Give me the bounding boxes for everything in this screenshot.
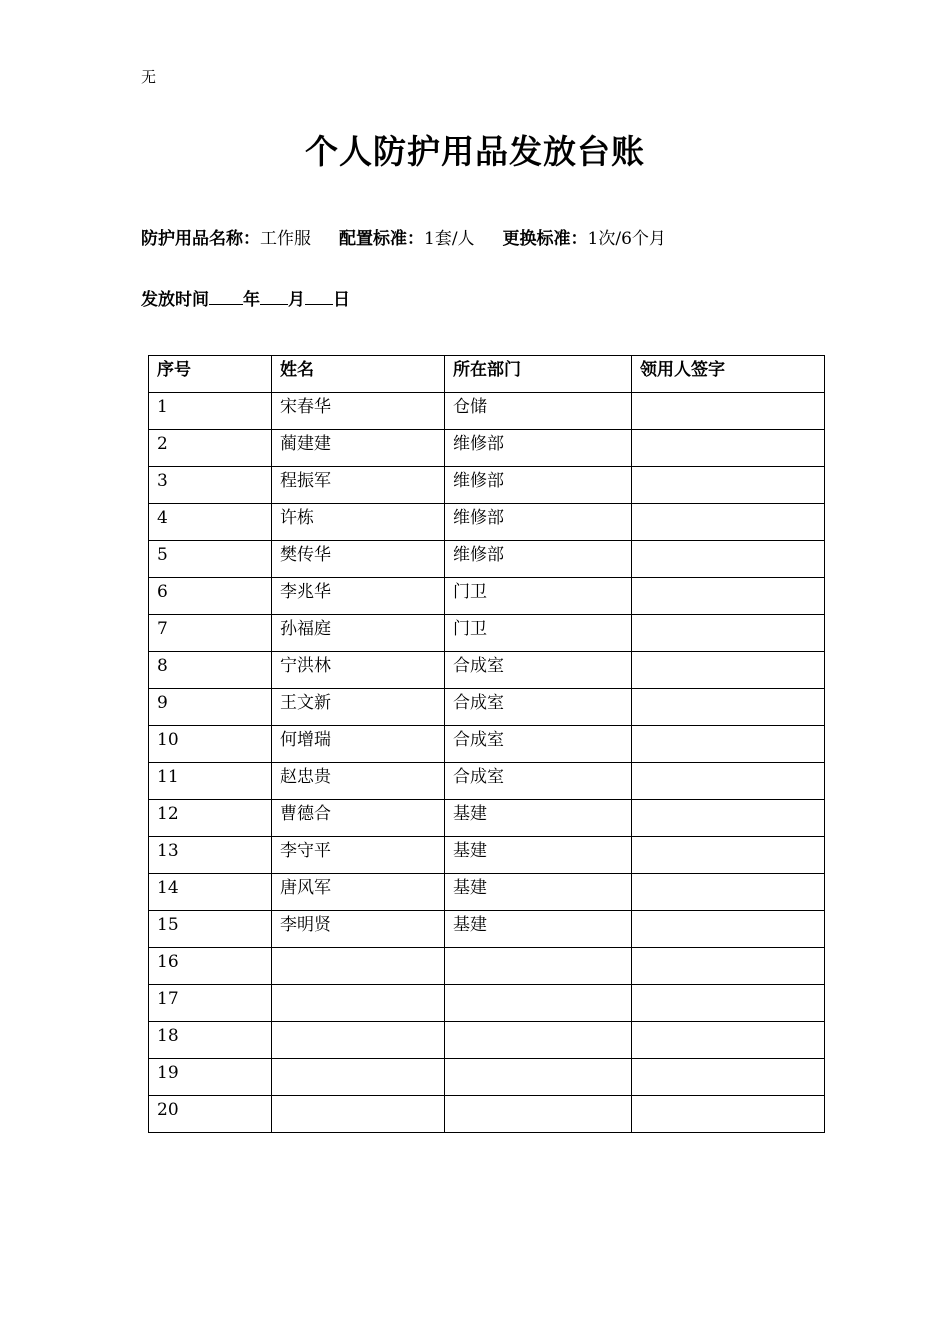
cell-name: 曹德合 xyxy=(272,800,445,837)
cell-department xyxy=(445,985,632,1022)
cell-department: 合成室 xyxy=(445,652,632,689)
cell-signature[interactable] xyxy=(632,1059,825,1096)
cell-signature[interactable] xyxy=(632,985,825,1022)
cell-index: 8 xyxy=(149,652,272,689)
replace-label: 更换标准： xyxy=(502,229,588,249)
cell-index: 19 xyxy=(149,1059,272,1096)
cell-signature[interactable] xyxy=(632,837,825,874)
cell-index: 17 xyxy=(149,985,272,1022)
cell-name: 李守平 xyxy=(272,837,445,874)
cell-signature[interactable] xyxy=(632,430,825,467)
day-label: 日 xyxy=(333,290,350,310)
cell-index: 6 xyxy=(149,578,272,615)
cell-signature[interactable] xyxy=(632,615,825,652)
table-row xyxy=(149,541,825,578)
cell-department xyxy=(445,1022,632,1059)
cell-name: 宋春华 xyxy=(272,393,445,430)
table-row xyxy=(149,393,825,430)
cell-department: 基建 xyxy=(445,874,632,911)
table-row xyxy=(149,652,825,689)
cell-signature[interactable] xyxy=(632,467,825,504)
month-label: 月 xyxy=(288,290,305,310)
table-row xyxy=(149,615,825,652)
cell-name xyxy=(272,948,445,985)
cell-index: 10 xyxy=(149,726,272,763)
cell-name: 李兆华 xyxy=(272,578,445,615)
cell-signature[interactable] xyxy=(632,578,825,615)
cell-department: 维修部 xyxy=(445,430,632,467)
cell-department xyxy=(445,1096,632,1133)
cell-index: 12 xyxy=(149,800,272,837)
table-row xyxy=(149,1059,825,1096)
table-row xyxy=(149,800,825,837)
page-title: 个人防护用品发放台账 xyxy=(305,132,645,171)
cell-index: 4 xyxy=(149,504,272,541)
table-header-row xyxy=(149,356,825,393)
item-info-line xyxy=(141,224,666,249)
cell-index: 15 xyxy=(149,911,272,948)
month-blank xyxy=(260,288,288,305)
standard-label: 配置标准： xyxy=(339,229,424,249)
day-blank xyxy=(305,288,333,305)
cell-name xyxy=(272,1059,445,1096)
cell-index: 5 xyxy=(149,541,272,578)
table-row xyxy=(149,911,825,948)
cell-index: 1 xyxy=(149,393,272,430)
cell-department: 合成室 xyxy=(445,763,632,800)
table-row xyxy=(149,763,825,800)
year-blank xyxy=(209,288,243,305)
table-row xyxy=(149,874,825,911)
cell-name: 唐风军 xyxy=(272,874,445,911)
table-row xyxy=(149,985,825,1022)
table-row xyxy=(149,837,825,874)
cell-department: 维修部 xyxy=(445,504,632,541)
cell-signature[interactable] xyxy=(632,874,825,911)
replace-value: 1次/6个月 xyxy=(587,229,666,249)
cell-signature[interactable] xyxy=(632,1096,825,1133)
table-row xyxy=(149,948,825,985)
cell-signature[interactable] xyxy=(632,1022,825,1059)
header-index: 序号 xyxy=(149,356,272,393)
header-mark: 无 xyxy=(141,68,157,86)
cell-index: 13 xyxy=(149,837,272,874)
table-row xyxy=(149,430,825,467)
issue-date-line xyxy=(141,285,350,310)
cell-department: 门卫 xyxy=(445,578,632,615)
cell-index: 20 xyxy=(149,1096,272,1133)
cell-signature[interactable] xyxy=(632,652,825,689)
standard-value: 1套/人 xyxy=(424,229,475,249)
header-department: 所在部门 xyxy=(445,356,632,393)
cell-index: 9 xyxy=(149,689,272,726)
table-row xyxy=(149,726,825,763)
cell-signature[interactable] xyxy=(632,726,825,763)
issue-date-label: 发放时间 xyxy=(141,290,209,310)
cell-signature[interactable] xyxy=(632,541,825,578)
cell-index: 2 xyxy=(149,430,272,467)
cell-name xyxy=(272,1096,445,1133)
cell-name: 程振军 xyxy=(272,467,445,504)
item-name-label: 防护用品名称： xyxy=(141,229,260,249)
cell-department: 维修部 xyxy=(445,467,632,504)
cell-department: 仓储 xyxy=(445,393,632,430)
cell-department: 基建 xyxy=(445,837,632,874)
cell-signature[interactable] xyxy=(632,393,825,430)
cell-name: 李明贤 xyxy=(272,911,445,948)
cell-department: 合成室 xyxy=(445,689,632,726)
cell-index: 14 xyxy=(149,874,272,911)
cell-signature[interactable] xyxy=(632,763,825,800)
cell-signature[interactable] xyxy=(632,800,825,837)
cell-department: 合成室 xyxy=(445,726,632,763)
header-name: 姓名 xyxy=(272,356,445,393)
cell-name xyxy=(272,1022,445,1059)
distribution-ledger-table xyxy=(148,355,825,1133)
cell-index: 11 xyxy=(149,763,272,800)
cell-name: 王文新 xyxy=(272,689,445,726)
cell-department: 维修部 xyxy=(445,541,632,578)
cell-name: 赵忠贵 xyxy=(272,763,445,800)
table-row xyxy=(149,467,825,504)
header-signature: 领用人签字 xyxy=(632,356,825,393)
table-row xyxy=(149,504,825,541)
cell-signature[interactable] xyxy=(632,689,825,726)
cell-department: 门卫 xyxy=(445,615,632,652)
cell-department: 基建 xyxy=(445,800,632,837)
table-row xyxy=(149,689,825,726)
cell-name: 何增瑞 xyxy=(272,726,445,763)
table-row xyxy=(149,578,825,615)
cell-index: 16 xyxy=(149,948,272,985)
cell-name: 宁洪林 xyxy=(272,652,445,689)
cell-index: 3 xyxy=(149,467,272,504)
year-label: 年 xyxy=(243,290,260,310)
cell-department xyxy=(445,948,632,985)
cell-index: 7 xyxy=(149,615,272,652)
cell-name: 许栋 xyxy=(272,504,445,541)
cell-index: 18 xyxy=(149,1022,272,1059)
cell-signature[interactable] xyxy=(632,504,825,541)
cell-department: 基建 xyxy=(445,911,632,948)
cell-department xyxy=(445,1059,632,1096)
cell-name: 蔺建建 xyxy=(272,430,445,467)
cell-name: 孙福庭 xyxy=(272,615,445,652)
cell-signature[interactable] xyxy=(632,948,825,985)
table-row xyxy=(149,1096,825,1133)
cell-name xyxy=(272,985,445,1022)
item-name-value: 工作服 xyxy=(260,229,311,249)
table-row xyxy=(149,1022,825,1059)
cell-name: 樊传华 xyxy=(272,541,445,578)
cell-signature[interactable] xyxy=(632,911,825,948)
